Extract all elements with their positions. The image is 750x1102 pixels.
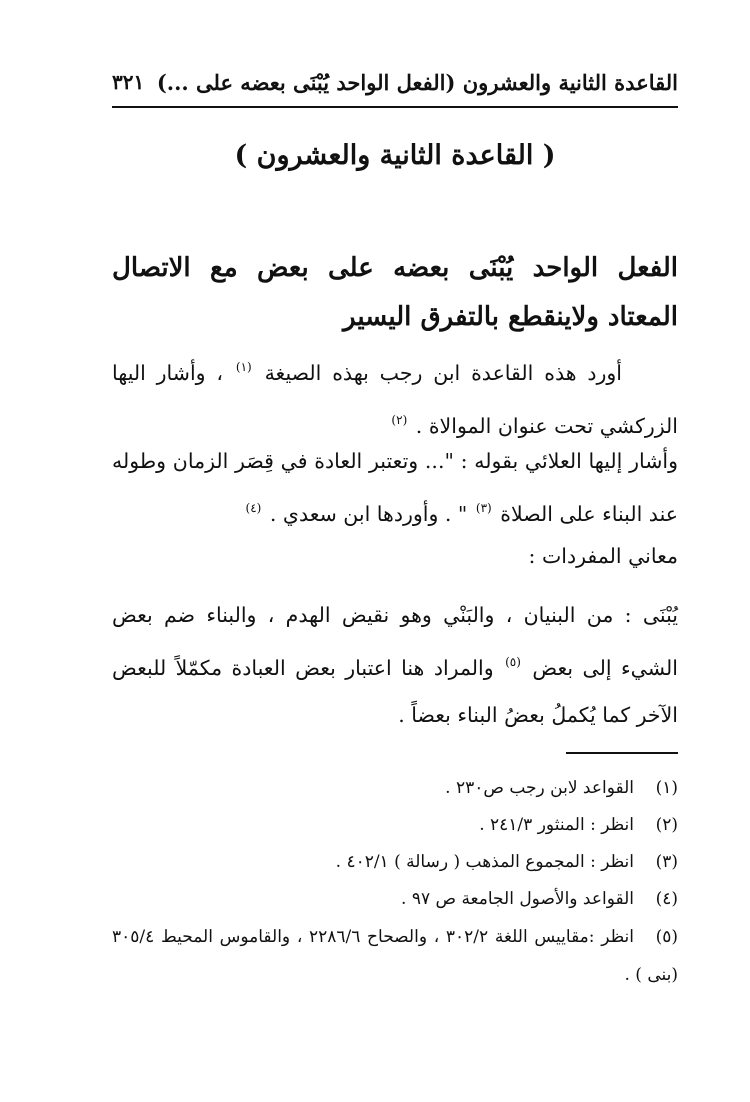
paragraph-text: ، وأشار اليها الزركشي تحت عنوان الموالاة . — [112, 361, 678, 438]
paragraph-text: يُبْنَى : من البنيان ، والبَنْي وهو نقيض الهدم ، والبناء ضم بعض الشيء إلى بعض — [112, 603, 678, 680]
paragraph-alalai — [112, 438, 678, 538]
paragraph-text: وأشار إليها العلائي بقوله : "... وتعتبر العادة في قِصَر الزمان وطوله عند البناء على الصلاة — [112, 449, 678, 526]
footnote-item — [112, 918, 678, 994]
footnote-item — [112, 844, 678, 880]
footnote-ref-3: (٣) — [475, 501, 492, 515]
paragraph-text: أورد هذه القاعدة ابن رجب بهذه الصيغة — [264, 361, 622, 385]
footnote-number: (٤) — [655, 889, 678, 909]
footnote-item — [112, 770, 678, 806]
page-number: ٣٢١ — [112, 70, 145, 94]
footnote-item — [112, 881, 678, 917]
footnote-ref-5: (٥) — [505, 655, 521, 669]
vocabulary-heading: معاني المفردات : — [528, 544, 678, 568]
running-header — [112, 62, 678, 102]
footnote-number: (٢) — [655, 815, 678, 835]
footnote-ref-1: (١) — [235, 360, 252, 374]
paragraph-text: " . وأوردها ابن سعدي . — [269, 502, 468, 526]
footnote-rule — [566, 752, 678, 754]
paragraph-source — [112, 344, 678, 450]
running-title: القاعدة الثانية والعشرون (الفعل الواحد يُبْنَى بعضه على ...) — [156, 69, 678, 95]
footnote-number: (١) — [655, 778, 678, 798]
rule-heading: الفعل الواحد يُبْنَى بعضه على بعض مع الاتصال المعتاد ولاينقطع بالتفرق اليسير — [112, 253, 678, 332]
footnote-ref-4: (٤) — [245, 501, 262, 515]
paragraph-definition — [112, 592, 678, 739]
chapter-title: ( القاعدة الثانية والعشرون ) — [234, 140, 556, 171]
footnote-text: القواعد لابن رجب ص٢٣٠ . — [445, 778, 634, 798]
header-rule — [112, 106, 678, 108]
paragraph-text: والمراد هنا اعتبار بعض العبادة مكمّلاً للبعض الآخر كما يُكملُ بعضُ البناء بعضاً . — [112, 656, 678, 727]
footnote-number: (٥) — [655, 927, 678, 947]
footnote-text: انظر : المنثور ٢٤١/٣ . — [479, 815, 634, 835]
footnote-text: انظر : المجموع المذهب ( رسالة ) ٤٠٢/١ . — [335, 852, 634, 872]
footnote-text: انظر :مقاييس اللغة ٣٠٢/٢ ، والصحاح ٢٢٨٦/٦ ، والقاموس المحيط ٣٠٥/٤ (بنى ) . — [112, 927, 678, 985]
footnotes-list — [112, 770, 678, 995]
footnote-item — [112, 807, 678, 843]
footnote-number: (٣) — [655, 852, 678, 872]
footnote-ref-2: (٢) — [391, 413, 408, 427]
footnote-text: القواعد والأصول الجامعة ص ٩٧ . — [401, 889, 634, 909]
